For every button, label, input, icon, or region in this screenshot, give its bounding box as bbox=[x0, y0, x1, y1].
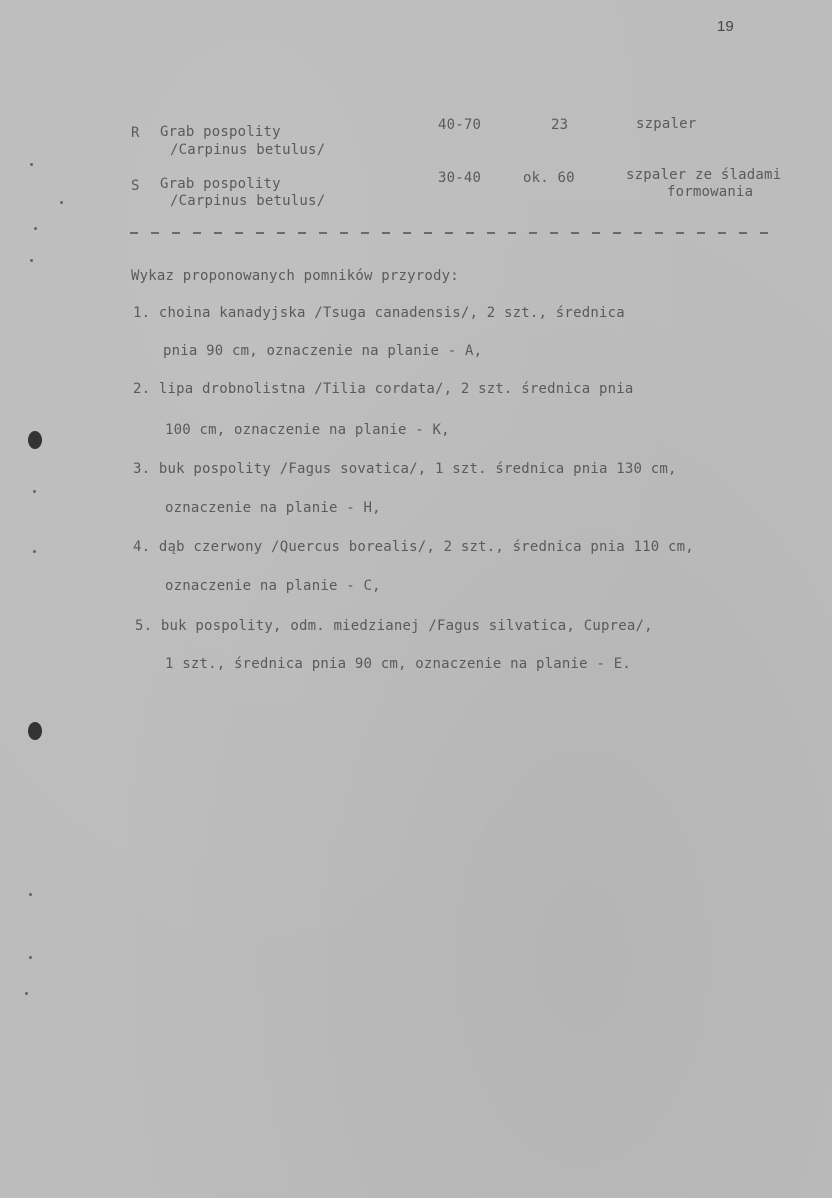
species-name: Grab pospolity bbox=[160, 176, 281, 192]
dashed-separator bbox=[130, 232, 780, 234]
speck bbox=[25, 992, 28, 995]
punch-hole bbox=[28, 431, 42, 449]
page-number: 19 bbox=[717, 18, 734, 35]
row-note: szpaler bbox=[636, 116, 697, 132]
list-item-line: 100 cm, oznaczenie na planie - K, bbox=[165, 422, 450, 438]
speck bbox=[29, 956, 32, 959]
list-item-line: oznaczenie na planie - C, bbox=[165, 578, 381, 594]
speck bbox=[30, 163, 33, 166]
speck bbox=[60, 201, 63, 204]
list-item-line: oznaczenie na planie - H, bbox=[165, 500, 381, 516]
row-note-continued: formowania bbox=[667, 184, 754, 200]
list-item-line: pnia 90 cm, oznaczenie na planie - A, bbox=[163, 343, 483, 359]
list-item-line: 3. buk pospolity /Fagus sovatica/, 1 szt. średnica pnia 130 cm, bbox=[133, 461, 677, 477]
tree-count: ok. 60 bbox=[523, 170, 575, 186]
height-range: 30-40 bbox=[438, 170, 482, 186]
row-note: szpaler ze śladami bbox=[626, 167, 782, 183]
speck bbox=[34, 227, 37, 230]
punch-hole bbox=[28, 722, 42, 740]
speck bbox=[33, 550, 36, 553]
tree-count: 23 bbox=[551, 117, 569, 133]
list-heading: Wykaz proponowanych pomników przyrody: bbox=[131, 268, 459, 284]
row-letter: S bbox=[131, 178, 140, 194]
speck bbox=[30, 259, 33, 262]
species-latin: /Carpinus betulus/ bbox=[170, 142, 326, 158]
species-latin: /Carpinus betulus/ bbox=[170, 193, 326, 209]
list-item-line: 2. lipa drobnolistna /Tilia cordata/, 2 szt. średnica pnia bbox=[133, 381, 634, 397]
speck bbox=[33, 490, 36, 493]
height-range: 40-70 bbox=[438, 117, 482, 133]
list-item-line: 4. dąb czerwony /Quercus borealis/, 2 szt., średnica pnia 110 cm, bbox=[133, 539, 694, 555]
species-name: Grab pospolity bbox=[160, 124, 281, 140]
row-letter: R bbox=[131, 125, 140, 141]
list-item-line: 1. choina kanadyjska /Tsuga canadensis/, 2 szt., średnica bbox=[133, 305, 625, 321]
list-item-line: 1 szt., średnica pnia 90 cm, oznaczenie na planie - E. bbox=[165, 656, 631, 672]
list-item-line: 5. buk pospolity, odm. miedzianej /Fagus silvatica, Cuprea/, bbox=[135, 618, 653, 634]
speck bbox=[29, 893, 32, 896]
